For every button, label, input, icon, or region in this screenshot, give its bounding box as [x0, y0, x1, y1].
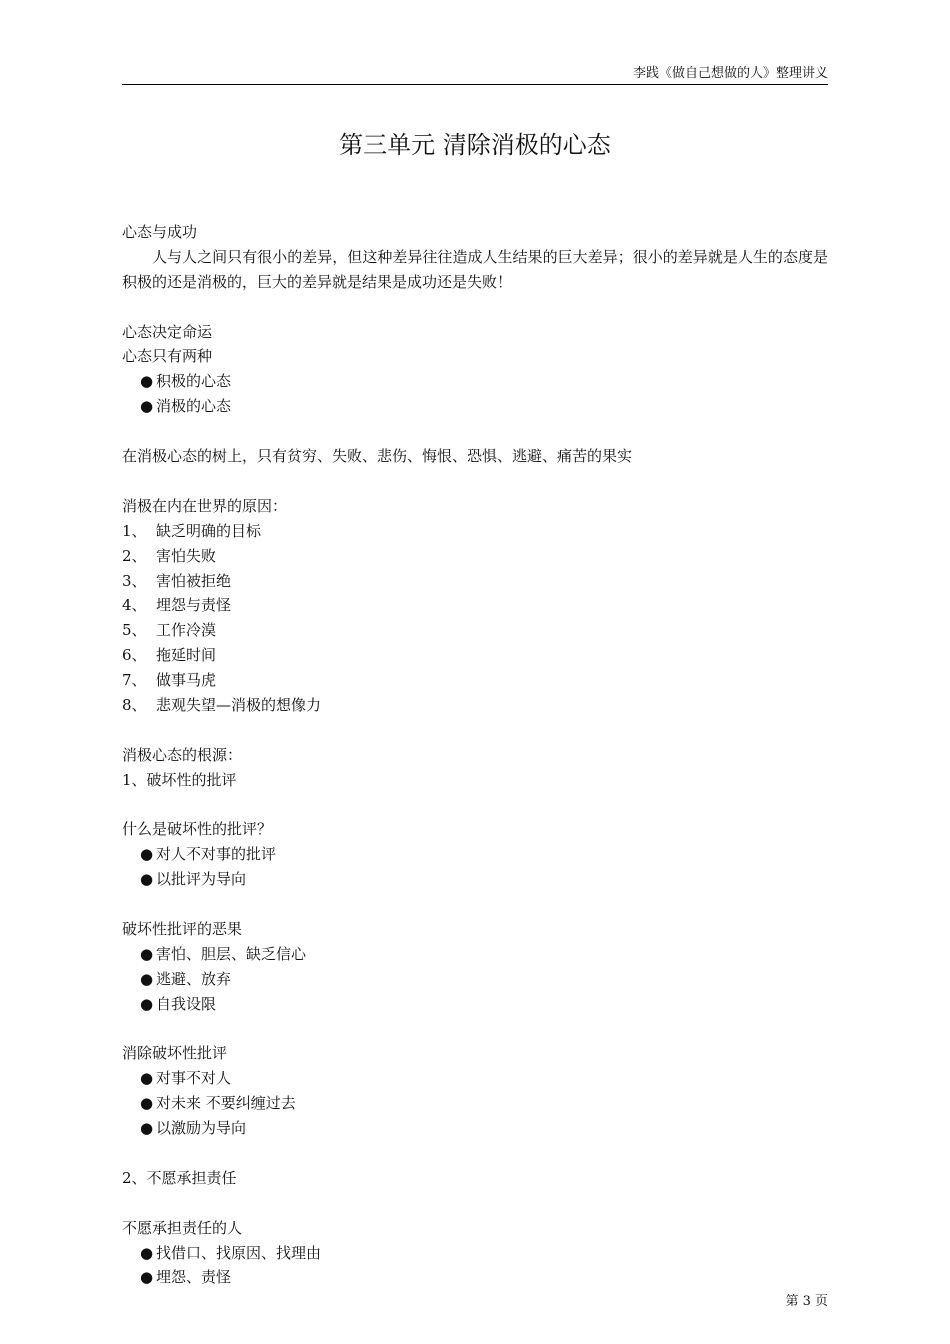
spacer: [122, 1191, 828, 1216]
bullet-text: 埋怨、责怪: [156, 1268, 232, 1287]
item-number: 4、: [122, 596, 147, 615]
bullet-item: [122, 1116, 828, 1141]
spacer: [122, 469, 828, 494]
section-heading: 消极在内在世界的原因：: [122, 496, 288, 515]
section-heading: 不愿承担责任的人: [122, 1218, 243, 1237]
section-heading: 心态与成功: [122, 223, 198, 241]
bullet-item: [122, 842, 828, 867]
item-number: 1、: [122, 521, 147, 540]
page-title: 第三单元 清除消极的心态: [339, 131, 611, 159]
section-heading: 破坏性批评的恶果: [122, 919, 243, 938]
item-number: 5、: [122, 621, 147, 640]
bullet-icon: ●: [140, 870, 154, 889]
item-number: 7、: [122, 671, 147, 690]
bullet-text: 以激励为导向: [156, 1119, 247, 1138]
section-heading: 消除破坏性批评: [122, 1044, 228, 1063]
spacer: [122, 892, 828, 917]
page-header: 李践《做自己想做的人》整理讲义: [632, 66, 828, 81]
numbered-item: [122, 618, 828, 643]
bullet-text: 积极的心态: [156, 372, 232, 391]
bullet-item: [122, 1066, 828, 1091]
paragraph: 人与人之间只有很小的差异，但这种差异往往造成人生结果的巨大差异；很小的差异就是人生的态度是积极的还是消极的，巨大的差异就是结果是成功还是失败！: [122, 247, 828, 291]
spacer: [122, 295, 828, 320]
numbered-item: [122, 593, 828, 618]
numbered-item: [122, 643, 828, 668]
header-rule: [122, 84, 828, 85]
numbered-item: [122, 693, 828, 718]
bullet-icon: ●: [140, 1243, 154, 1262]
sub-heading: 1、破坏性的批评: [122, 770, 237, 789]
numbered-item: [122, 569, 828, 594]
document-body: [122, 220, 828, 1290]
bullet-icon: ●: [140, 372, 154, 391]
bullet-icon: ●: [140, 397, 154, 416]
bullet-text: 对事不对人: [156, 1069, 232, 1088]
bullet-item: [122, 369, 828, 394]
bullet-icon: ●: [140, 1119, 154, 1138]
bullet-text: 以批评为导向: [156, 870, 247, 889]
item-text: 工作冷漠: [156, 621, 217, 640]
bullet-icon: ●: [140, 845, 154, 864]
item-number: 2、: [122, 546, 147, 565]
bullet-icon: ●: [140, 1094, 154, 1113]
item-text: 拖延时间: [156, 646, 217, 665]
bullet-text: 对未来 不要纠缠过去: [156, 1094, 296, 1113]
sub-heading: 心态只有两种: [122, 347, 213, 366]
spacer: [122, 718, 828, 743]
bullet-icon: ●: [140, 1268, 154, 1287]
bullet-text: 自我设限: [156, 994, 217, 1013]
bullet-item: [122, 1241, 828, 1266]
bullet-icon: ●: [140, 1069, 154, 1088]
item-text: 做事马虎: [156, 671, 217, 690]
item-text: 害怕失败: [156, 546, 217, 565]
spacer: [122, 1141, 828, 1166]
bullet-text: 逃避、放弃: [156, 969, 232, 988]
bullet-text: 对人不对事的批评: [156, 845, 277, 864]
section-heading: 2、不愿承担责任: [122, 1168, 237, 1187]
spacer: [122, 1017, 828, 1042]
page-number: 第 3 页: [785, 1294, 828, 1309]
section-heading: 消极心态的根源：: [122, 745, 243, 764]
bullet-item: [122, 867, 828, 892]
numbered-item: [122, 668, 828, 693]
bullet-icon: ●: [140, 994, 154, 1013]
bullet-item: [122, 1091, 828, 1116]
bullet-text: 消极的心态: [156, 397, 232, 416]
bullet-icon: ●: [140, 944, 154, 963]
item-text: 缺乏明确的目标: [156, 521, 262, 540]
spacer: [122, 793, 828, 818]
bullet-item: [122, 992, 828, 1017]
section-heading: 心态决定命运: [122, 322, 213, 341]
bullet-item: [122, 394, 828, 419]
item-number: 8、: [122, 695, 147, 714]
item-number: 3、: [122, 571, 147, 590]
item-text: 埋怨与责怪: [156, 596, 232, 615]
bullet-item: [122, 967, 828, 992]
section-heading: 什么是破坏性的批评？: [122, 820, 273, 839]
statement: 在消极心态的树上，只有贫穷、失败、悲伤、悔恨、恐惧、逃避、痛苦的果实: [122, 447, 633, 466]
bullet-icon: ●: [140, 969, 154, 988]
bullet-item: [122, 1265, 828, 1290]
bullet-text: 害怕、胆层、缺乏信心: [156, 944, 307, 963]
item-text: 悲观失望—消极的想像力: [156, 695, 322, 714]
bullet-item: [122, 942, 828, 967]
item-number: 6、: [122, 646, 147, 665]
spacer: [122, 419, 828, 444]
numbered-item: [122, 544, 828, 569]
item-text: 害怕被拒绝: [156, 571, 232, 590]
bullet-text: 找借口、找原因、找理由: [156, 1243, 322, 1262]
numbered-item: [122, 519, 828, 544]
